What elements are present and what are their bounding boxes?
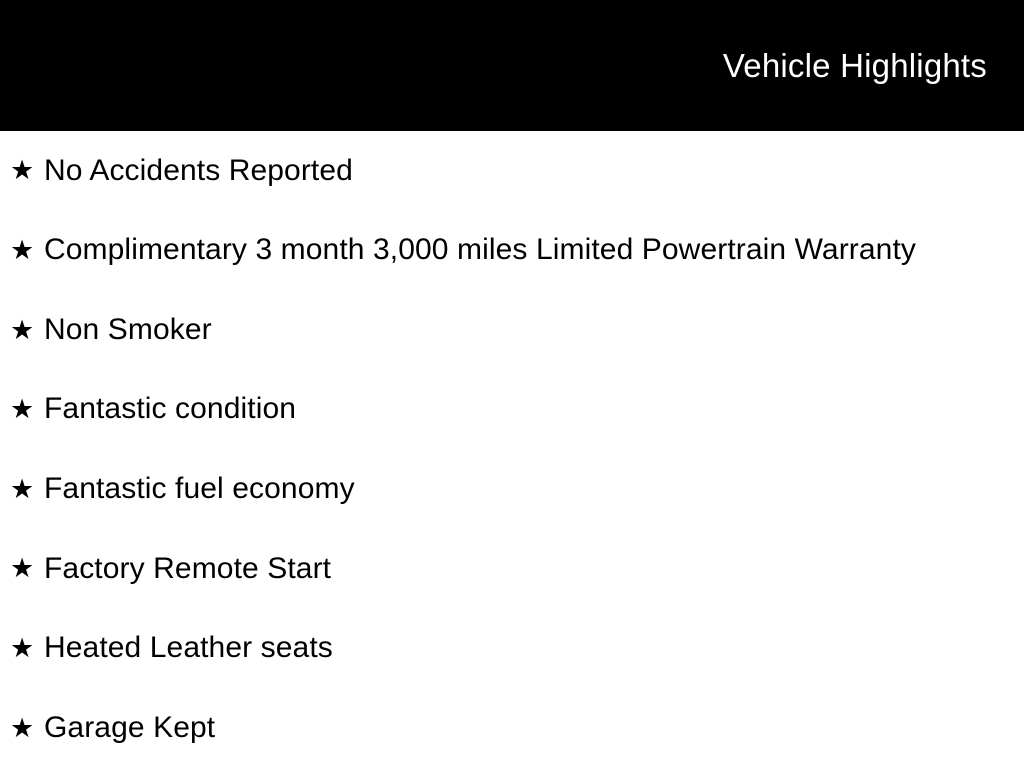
list-item-label: Garage Kept <box>44 710 216 744</box>
list-item-label: Non Smoker <box>44 312 212 346</box>
list-item <box>0 131 1024 211</box>
list-item-label: Fantastic fuel economy <box>44 472 355 506</box>
list-item-label: Complimentary 3 month 3,000 miles Limited Powertrain Warranty <box>44 233 916 267</box>
star-icon: ★ <box>10 394 35 425</box>
star-icon: ★ <box>10 712 35 743</box>
list-item <box>0 450 1024 530</box>
list-item-label: Fantastic condition <box>44 392 297 426</box>
page-title: Vehicle Highlights <box>722 47 987 84</box>
list-item <box>0 211 1024 291</box>
highlights-list <box>0 131 1024 768</box>
star-icon: ★ <box>10 155 35 186</box>
header-banner <box>0 0 1024 131</box>
list-item <box>0 609 1024 689</box>
star-icon: ★ <box>10 633 35 664</box>
star-icon: ★ <box>10 473 35 504</box>
list-item <box>0 529 1024 609</box>
star-icon: ★ <box>10 553 35 584</box>
list-item-label: Heated Leather seats <box>44 631 333 665</box>
list-item-label: Factory Remote Start <box>44 551 332 585</box>
list-item <box>0 370 1024 450</box>
star-icon: ★ <box>10 314 35 345</box>
star-icon: ★ <box>10 234 35 265</box>
list-item-label: No Accidents Reported <box>44 153 353 187</box>
list-item <box>0 688 1024 768</box>
list-item <box>0 290 1024 370</box>
